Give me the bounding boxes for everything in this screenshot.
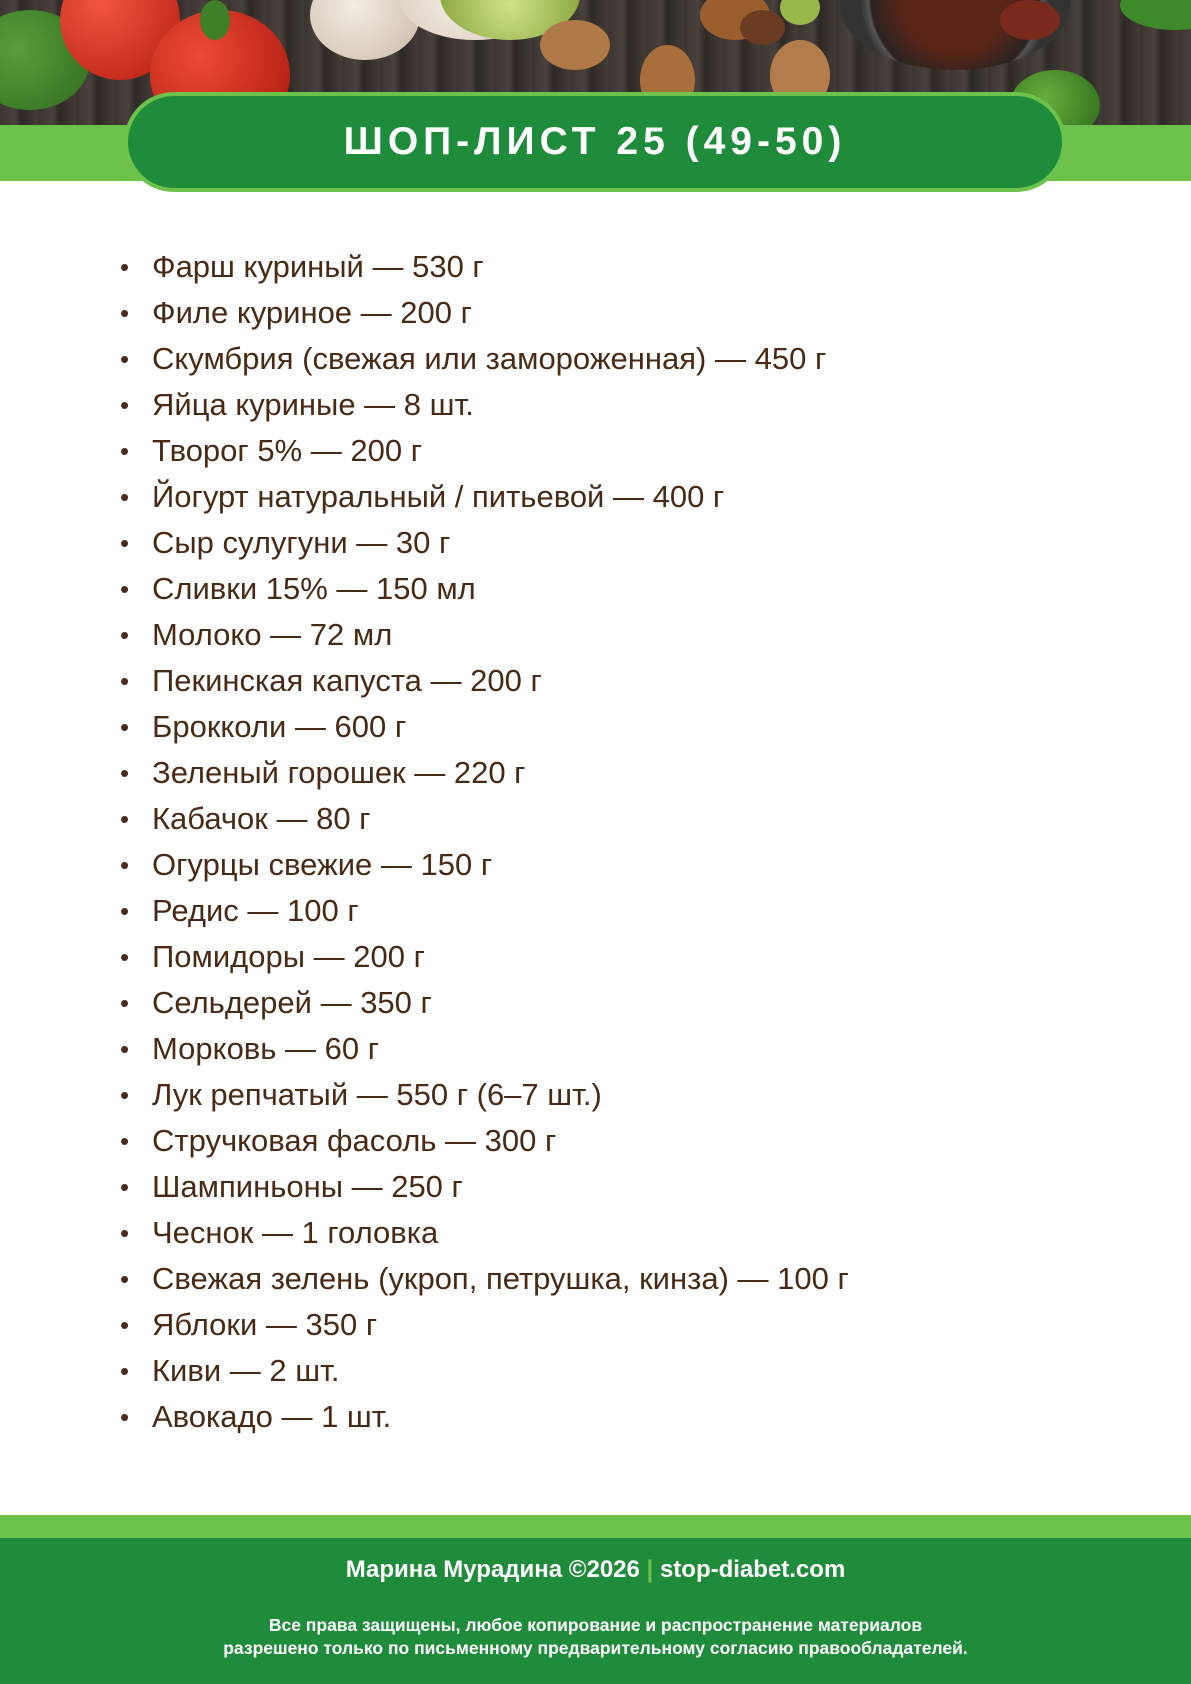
list-item-text: Скумбрия (свежая или замороженная) — 450 г — [152, 341, 827, 376]
bullet-icon: • — [120, 390, 130, 420]
list-item-text: Зеленый горошек — 220 г — [152, 755, 526, 790]
list-item-text: Филе куриное — 200 г — [152, 295, 472, 330]
bullet-icon: • — [120, 1356, 130, 1386]
hazelnut-shape — [740, 10, 785, 45]
bullet-icon: • — [120, 896, 130, 926]
footer — [0, 1538, 1191, 1684]
list-item — [120, 520, 849, 566]
list-item — [120, 750, 849, 796]
bullet-icon: • — [120, 1126, 130, 1156]
bullet-icon: • — [120, 1080, 130, 1110]
bullet-icon: • — [120, 482, 130, 512]
list-item — [120, 1210, 849, 1256]
list-item — [120, 290, 849, 336]
list-item-text: Киви — 2 шт. — [152, 1353, 340, 1388]
footer-separator: | — [646, 1556, 654, 1583]
bullet-icon: • — [120, 1218, 130, 1248]
bullet-icon: • — [120, 804, 130, 834]
bullet-icon: • — [120, 666, 130, 696]
list-item-text: Помидоры — 200 г — [152, 939, 425, 974]
list-item — [120, 1118, 849, 1164]
list-item — [120, 1348, 849, 1394]
list-item-text: Пекинская капуста — 200 г — [152, 663, 542, 698]
almond-shape — [540, 20, 610, 70]
page-title: ШОП-ЛИСТ 25 (49-50) — [343, 120, 847, 163]
list-item — [120, 1394, 849, 1440]
list-item — [120, 1072, 849, 1118]
list-item — [120, 888, 849, 934]
list-item — [120, 566, 849, 612]
leaf-shape — [1120, 0, 1191, 30]
list-item-text: Фарш куриный — 530 г — [152, 249, 484, 284]
bullet-icon: • — [120, 850, 130, 880]
list-item-text: Шампиньоны — 250 г — [152, 1169, 463, 1204]
list-item — [120, 980, 849, 1026]
rights-line-1: Все права защищены, любое копирование и распространение материалов — [268, 1615, 923, 1635]
list-item-text: Огурцы свежие — 150 г — [152, 847, 493, 882]
list-item — [120, 612, 849, 658]
list-item-text: Стручковая фасоль — 300 г — [152, 1123, 557, 1158]
list-item-text: Яйца куриные — 8 шт. — [152, 387, 474, 422]
footer-author: Марина Мурадина ©2026 — [345, 1556, 640, 1583]
list-item-text: Сыр сулугуни — 30 г — [152, 525, 451, 560]
list-item — [120, 474, 849, 520]
bullet-icon: • — [120, 988, 130, 1018]
list-item — [120, 934, 849, 980]
list-item — [120, 704, 849, 750]
list-item — [120, 428, 849, 474]
list-item-text: Кабачок — 80 г — [152, 801, 371, 836]
bullet-icon: • — [120, 758, 130, 788]
list-item — [120, 336, 849, 382]
shopping-list — [120, 244, 849, 1440]
bullet-icon: • — [120, 1034, 130, 1064]
list-item-text: Брокколи — 600 г — [152, 709, 407, 744]
bullet-icon: • — [120, 712, 130, 742]
list-item-text: Морковь — 60 г — [152, 1031, 380, 1066]
bullet-icon: • — [120, 436, 130, 466]
bullet-icon: • — [120, 942, 130, 972]
bullet-icon: • — [120, 1172, 130, 1202]
list-item-text: Творог 5% — 200 г — [152, 433, 423, 468]
footer-credits — [0, 1556, 1191, 1584]
list-item — [120, 1164, 849, 1210]
bullet-icon: • — [120, 298, 130, 328]
brussels-sprout-shape — [780, 0, 820, 25]
list-item — [120, 1256, 849, 1302]
list-item-text: Авокадо — 1 шт. — [152, 1399, 392, 1434]
list-item-text: Лук репчатый — 550 г (6–7 шт.) — [152, 1077, 602, 1112]
list-item-text: Чеснок — 1 головка — [152, 1215, 439, 1250]
bullet-icon: • — [120, 574, 130, 604]
list-item-text: Яблоки — 350 г — [152, 1307, 378, 1342]
beans-shape — [1000, 0, 1060, 40]
list-item — [120, 1026, 849, 1072]
list-item-text: Свежая зелень (укроп, петрушка, кинза) — 100 г — [152, 1261, 849, 1296]
bullet-icon: • — [120, 344, 130, 374]
bullet-icon: • — [120, 1264, 130, 1294]
list-item — [120, 1302, 849, 1348]
bullet-icon: • — [120, 620, 130, 650]
tomato-stem-shape — [200, 0, 230, 40]
list-item — [120, 842, 849, 888]
list-item-text: Редис — 100 г — [152, 893, 359, 928]
footer-site: stop-diabet.com — [659, 1556, 846, 1583]
list-item — [120, 244, 849, 290]
list-item — [120, 382, 849, 428]
list-item-text: Йогурт натуральный / питьевой — 400 г — [152, 479, 725, 514]
list-item-text: Молоко — 72 мл — [152, 617, 393, 652]
bullet-icon: • — [120, 1402, 130, 1432]
bullet-icon: • — [120, 528, 130, 558]
list-item-text: Сливки 15% — 150 мл — [152, 571, 476, 606]
bullet-icon: • — [120, 1310, 130, 1340]
footer-green-stripe — [0, 1515, 1191, 1538]
title-banner — [124, 92, 1066, 192]
list-item — [120, 658, 849, 704]
footer-rights-notice — [0, 1614, 1191, 1660]
list-item-text: Сельдерей — 350 г — [152, 985, 432, 1020]
rights-line-2: разрешено только по письменному предварительному согласию правообладателей. — [223, 1638, 968, 1658]
list-item — [120, 796, 849, 842]
bullet-icon: • — [120, 252, 130, 282]
